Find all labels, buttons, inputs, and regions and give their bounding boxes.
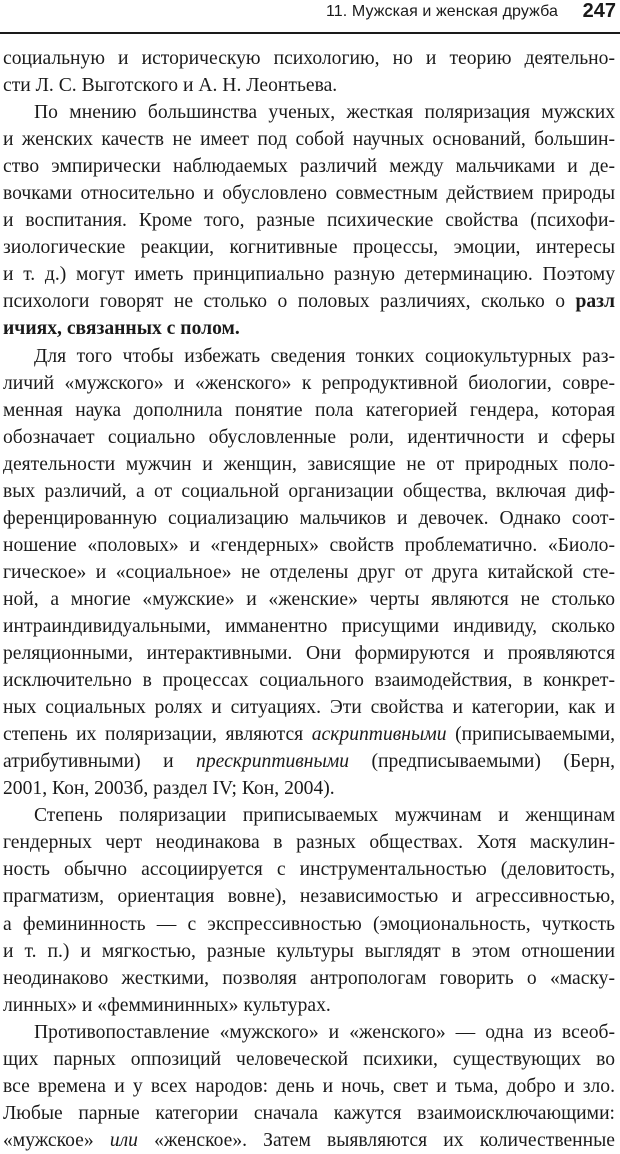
text-line: По мнению большинства ученых, жесткая поляризация мужских (34, 102, 615, 124)
text-line: и воспитания. Кроме того, разные психические свойства (психофи- (3, 210, 615, 232)
text-line: Любые парные категории сначала кажутся взаимоисключающими: (3, 1102, 615, 1124)
text-line: ство эмпирически наблюдаемых различий между мальчиками и де- (3, 156, 615, 178)
italic-term: прескриптивными (196, 751, 350, 773)
text-line: зиологические реакции, когнитивные процессы, эмоции, интересы (3, 237, 615, 259)
text-run: «мужское» (3, 1129, 110, 1151)
italic-term: аскриптивными (311, 724, 447, 746)
text-line (3, 315, 615, 342)
chapter-title: 11. Мужская и женская дружба (325, 3, 558, 20)
text-line: и т. д.) могут иметь принципиально разную детерминацию. Поэтому (3, 264, 615, 286)
text-line: ной, а многие «мужские» и «женские» черты являются не столько (3, 588, 615, 610)
text-line: сти Л. С. Выготского и А. Н. Леонтьева. (3, 75, 338, 97)
text-line: ных социальных ролях и ситуациях. Эти свойства и категории, как и (3, 697, 615, 719)
bold-term: ичиях, связанных с полом (3, 318, 235, 340)
text-run: (предписываемыми) (Берн, (349, 751, 616, 773)
body-text (3, 45, 615, 1154)
italic-term: или (109, 1129, 138, 1151)
text-line: вых различий, а от социальной организации общества, включая диф- (3, 480, 615, 502)
text-line: 2001, Кон, 2003б, раздел IV; Кон, 2004). (3, 778, 335, 800)
text-line: линных» и «феммининных» культурах. (3, 994, 331, 1016)
text-line (3, 748, 615, 775)
text-line: и женских качеств не имеет под собой научных оснований, большин- (3, 129, 615, 151)
text-line: Для того чтобы избежать сведения тонких социокультурных раз- (34, 345, 615, 367)
text-line: ференцированную социализацию мальчиков и девочек. Однако соот- (3, 507, 615, 529)
text-line: ность обычно ассоциируется с инструментальностью (деловитость, (3, 859, 615, 881)
text-run: . (234, 318, 240, 340)
text-run: атрибутивными) и (3, 751, 197, 773)
text-line: личий «мужского» и «женского» к репродуктивной биологии, совре- (3, 372, 615, 394)
text-line: гендерных черт неодинакова в разных обществах. Хотя маскулин- (3, 832, 615, 854)
text-line: обозначает социально обусловленные роли, идентичности и сферы (3, 426, 615, 448)
text-line: неодинаково жесткими, позволяя антропологам говорить о «маску- (3, 967, 615, 989)
page-number: 247 (582, 0, 616, 22)
text-line: реляционными, интерактивными. Они формируются и проявляются (3, 643, 615, 665)
bold-term: разл (575, 291, 615, 313)
text-line: вочками относительно и обусловлено совместным действием природы (3, 183, 615, 205)
text-line (3, 721, 615, 748)
text-line (3, 288, 615, 315)
text-line: Степень поляризации приписываемых мужчинам и женщинам (34, 805, 615, 827)
text-line: Противопоставление «мужского» и «женского» — одна из всеоб- (34, 1021, 615, 1043)
text-line: щих парных оппозиций человеческой психики, существующих во (3, 1048, 615, 1070)
header-rule (0, 32, 620, 34)
text-line: и т. п.) и мягкостью, разные культуры выглядят в этом отношении (3, 940, 615, 962)
text-line: интраиндивидуальными, имманентно присущими индивиду, сколько (3, 615, 615, 637)
text-line: все времена и у всех народов: день и ночь, свет и тьма, добро и зло. (3, 1075, 615, 1097)
text-line: гическое» и «социальное» не отделены друг от друга китайской сте- (3, 561, 615, 583)
text-line: а фемининность — с экспрессивностью (эмоциональность, чуткость (3, 913, 615, 935)
text-line: прагматизм, ориентация вовне), независимостью и агрессивностью, (3, 886, 615, 908)
text-line: исключительно в процессах социального взаимодействия, в конкрет- (3, 670, 615, 692)
text-line: социальную и историческую психологию, но и теорию деятельно- (3, 48, 615, 69)
text-line (3, 1127, 615, 1154)
text-run: степень их поляризации, являются (3, 724, 312, 746)
text-line: деятельности мужчин и женщин, зависящие не от природных поло- (3, 453, 615, 475)
text-run: (приписываемыми, (446, 724, 615, 746)
text-line: менная наука дополнила понятие пола категорией гендера, которая (3, 399, 615, 421)
text-run: «женское». Затем выявляются их количественные (137, 1129, 615, 1151)
text-run: психологи говорят не столько о половых различиях, сколько о (3, 291, 576, 313)
text-line: ношение «половых» и «гендерных» свойств проблематично. «Биоло- (3, 534, 615, 556)
running-header (0, 0, 620, 36)
